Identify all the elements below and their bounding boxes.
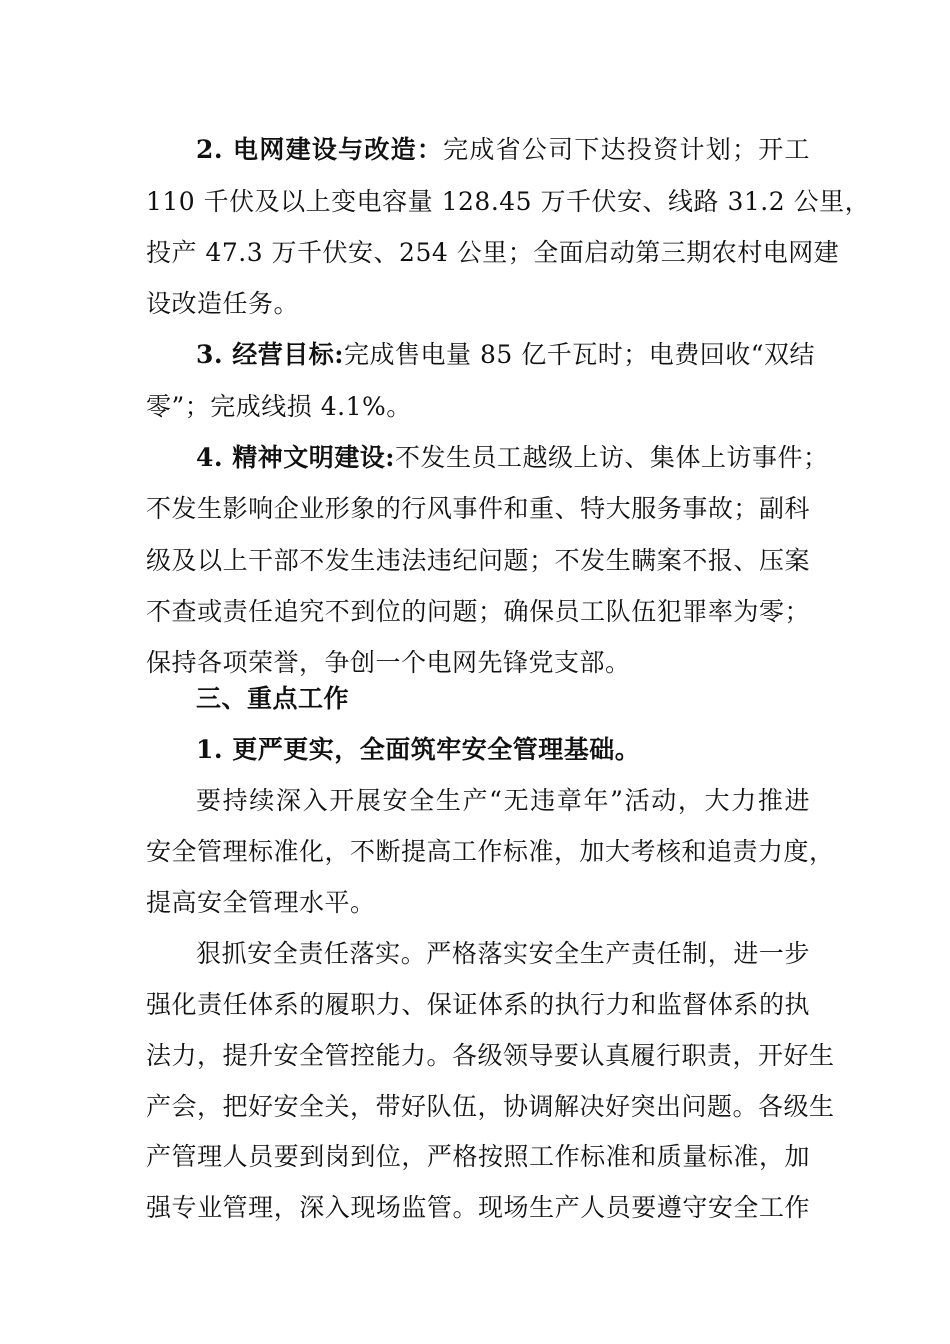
section4-line-1 [196,442,829,474]
section4-heading: 4. 精神文明建设: [196,443,396,472]
section4-line-3: 级及以上干部不发生违法违纪问题；不发生瞒案不报、压案 [146,546,810,575]
key-work-heading [196,683,810,715]
key-work-item1-heading-text: 1. 更严更实，全面筑牢安全管理基础。 [196,735,641,764]
section2-line-4: 设改造任务。 [146,289,300,318]
para1-line-2: 安全管理标准化，不断提高工作标准，加大考核和追责力度， [146,837,835,866]
section2-text-1: 完成省公司下达投资计划；开工 [443,135,810,164]
key-work-item1-heading [196,734,810,766]
section4-line-2: 不发生影响企业形象的行风事件和重、特大服务事故；副科 [146,494,810,523]
para2-line-6: 强专业管理，深入现场监管。现场生产人员要遵守安全工作 [146,1193,810,1222]
para1-line-1: 要持续深入开展安全生产“无违章年”活动，大力推进 [196,786,810,815]
para2-line-3: 法力，提升安全管控能力。各级领导要认真履行职责，开好生 [146,1041,835,1070]
para2-line-5: 产管理人员要到岗到位，严格按照工作标准和质量标准，加 [146,1142,810,1171]
key-work-heading-text: 三、重点工作 [196,684,350,713]
para1-line-3: 提高安全管理水平。 [146,888,376,917]
section2-line-3: 投产 47.3 万千伏安、254 公里；全面启动第三期农村电网建 [146,238,840,267]
section2-heading: 2. 电网建设与改造： [196,135,444,164]
section3-text-1: 完成售电量 85 亿千瓦时；电费回收“双结 [344,340,816,369]
section3-line-2: 零”；完成线损 4.1%。 [146,392,412,421]
section4-line-5: 保持各项荣誉，争创一个电网先锋党支部。 [146,648,631,677]
para2-line-1: 狠抓安全责任落实。严格落实安全生产责任制，进一步 [196,939,810,968]
section3-heading: 3. 经营目标: [196,340,345,369]
para2-line-2: 强化责任体系的履职力、保证体系的执行力和监督体系的执 [146,990,810,1019]
section3-line-1 [196,339,816,371]
section2-line-1 [196,134,810,166]
para2-line-4: 产会，把好安全关，带好队伍，协调解决好突出问题。各级生 [146,1092,835,1121]
section4-line-4: 不查或责任追究不到位的问题；确保员工队伍犯罪率为零； [146,597,810,626]
section2-line-2: 110 千伏及以上变电容量 128.45 万千伏安、线路 31.2 公里， [146,187,871,216]
section4-text-1: 不发生员工越级上访、集体上访事件； [395,443,829,472]
